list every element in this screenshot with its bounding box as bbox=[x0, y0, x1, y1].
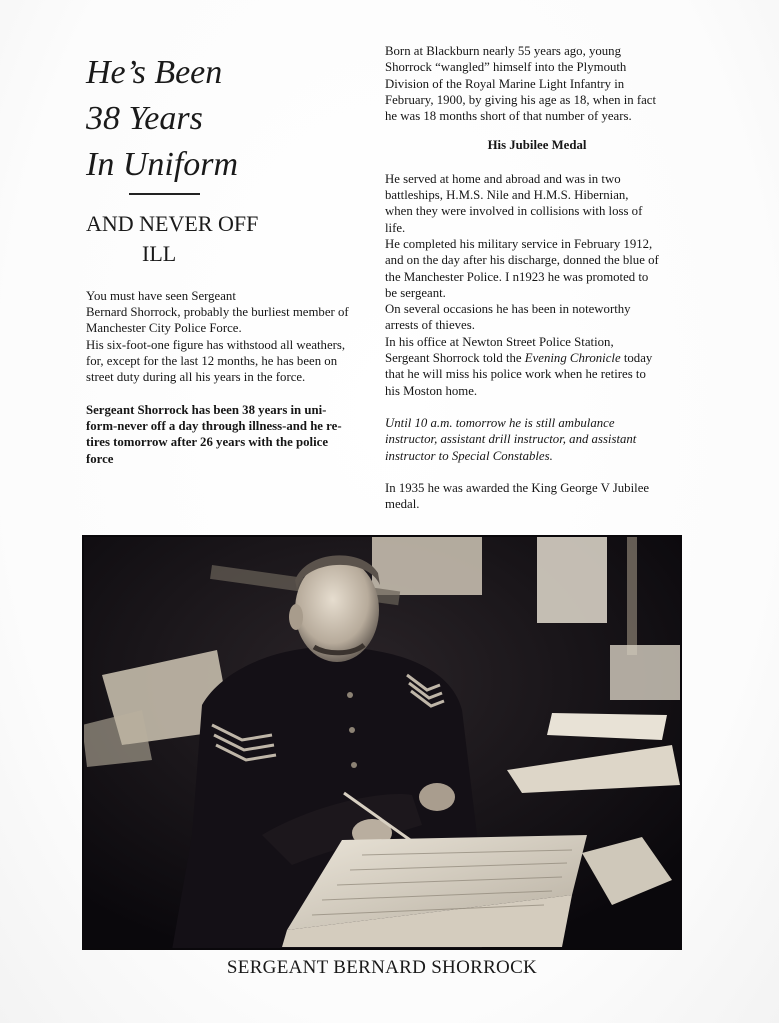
body-line: he was 18 months short of that number of years. bbox=[385, 109, 632, 124]
body-line: when they were involved in collisions with loss of bbox=[385, 204, 643, 219]
intro-paragraph bbox=[86, 288, 386, 385]
portrait-photo-graphic bbox=[82, 535, 682, 950]
body-line: the Manchester Police. I n1923 he was promoted to bbox=[385, 269, 649, 284]
section-title: His Jubilee Medal bbox=[487, 138, 587, 153]
intro-line: You must have seen Sergeant bbox=[86, 289, 236, 303]
headline-line-3: In Uniform bbox=[86, 146, 239, 183]
headline-line-2: 38 Years bbox=[86, 100, 203, 137]
body-line: He completed his military service in February 1912, bbox=[385, 236, 653, 251]
body-line: Shorrock “wangled” himself into the Plymouth bbox=[385, 60, 627, 75]
body-line: Division of the Royal Marine Light Infantry in bbox=[385, 76, 625, 91]
body-line-lead: Sergeant Shorrock told the bbox=[385, 351, 522, 366]
italic-line: instructor, assistant drill instructor, and assistant bbox=[385, 432, 637, 447]
italic-line: Until 10 a.m. tomorrow he is still ambulance bbox=[385, 415, 615, 430]
intro-line: street duty during all his years in the force. bbox=[86, 370, 306, 385]
body-line: He served at home and abroad and was in two bbox=[385, 171, 621, 186]
italic-line: instructor to Special Constables. bbox=[385, 448, 553, 463]
body-line: Born at Blackburn nearly 55 years ago, young bbox=[385, 44, 621, 58]
intro-line: Manchester City Police Force. bbox=[86, 321, 242, 336]
photo-caption: SERGEANT BERNARD SHORROCK bbox=[226, 957, 538, 978]
headline-line-1: He’s Been bbox=[86, 54, 223, 91]
body-line-tail: today bbox=[620, 351, 653, 366]
bold-line: force bbox=[86, 451, 114, 466]
headline bbox=[86, 50, 356, 188]
intro-line: for, except for the last 12 months, he has been on bbox=[86, 353, 338, 368]
body-line: arrests of thieves. bbox=[385, 318, 475, 333]
newspaper-name: Evening Chronicle bbox=[524, 351, 621, 366]
intro-line: His six-foot-one figure has withstood all weathers, bbox=[86, 337, 346, 352]
body-line: life. bbox=[385, 220, 406, 235]
body-line: medal. bbox=[385, 497, 420, 512]
subheadline-line-2: ILL bbox=[142, 241, 177, 266]
body-line: February, 1900, by giving his age as 18, when in fact bbox=[385, 92, 657, 107]
intro-line: Bernard Shorrock, probably the burliest member of bbox=[86, 305, 349, 320]
body-line: In his office at Newton Street Police Station, bbox=[385, 334, 614, 349]
bold-line: Sergeant Shorrock has been 38 years in uni- bbox=[86, 403, 327, 417]
body-line: In 1935 he was awarded the King George V Jubilee bbox=[385, 480, 650, 495]
bold-summary-paragraph bbox=[86, 402, 376, 467]
divider-rule bbox=[129, 193, 200, 195]
subheadline bbox=[86, 209, 346, 269]
right-column bbox=[385, 43, 705, 512]
bold-line: tires tomorrow after 26 years with the police bbox=[86, 435, 329, 450]
subheadline-line-1: AND NEVER OFF bbox=[86, 211, 259, 236]
portrait-photo bbox=[82, 535, 682, 950]
body-line: and on the day after his discharge, donned the blue of bbox=[385, 253, 659, 268]
body-line: be sergeant. bbox=[385, 285, 446, 300]
body-line: his Moston home. bbox=[385, 383, 478, 398]
body-line: battleships, H.M.S. Nile and H.M.S. Hibernian, bbox=[385, 188, 629, 203]
bold-line: form-never off a day through illness-and he re- bbox=[86, 419, 342, 434]
body-line: On several occasions he has been in noteworthy bbox=[385, 302, 631, 317]
body-line-chronicle bbox=[385, 350, 705, 366]
body-line: that he will miss his police work when he retires to bbox=[385, 367, 646, 382]
